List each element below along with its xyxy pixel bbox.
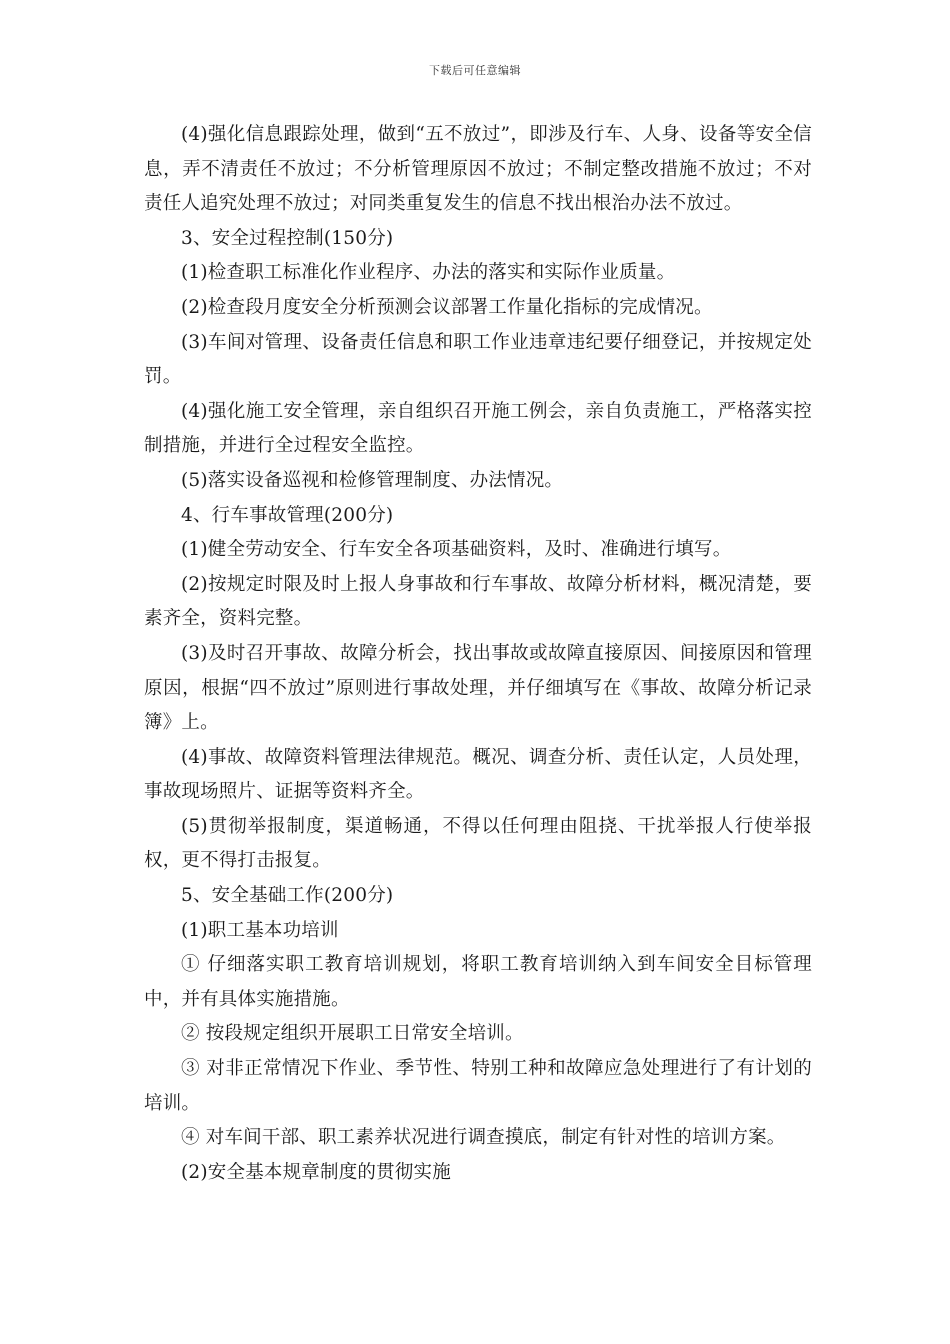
subsection-heading: (2)安全基本规章制度的贯彻实施 [181, 1161, 451, 1183]
list-item: ② 按段规定组织开展职工日常安全培训。 [181, 1023, 524, 1045]
paragraph: (5)贯彻举报制度，渠道畅通，不得以任何理由阻挠、干扰举报人行使举报权，更不得打击报复。 [144, 815, 812, 872]
list-item: ④ 对车间干部、职工素养状况进行调查摸底，制定有针对性的培训方案。 [181, 1127, 786, 1149]
paragraph: (3)及时召开事故、故障分析会，找出事故或故障直接原因、间接原因和管理原因，根据“四不放过”原则进行事故处理，并仔细填写在《事故、故障分析记录簿》上。 [144, 642, 812, 734]
paragraph: (1)健全劳动安全、行车安全各项基础资料，及时、准确进行填写。 [181, 539, 732, 561]
paragraph: (2)按规定时限及时上报人身事故和行车事故、故障分析材料，概况清楚，要素齐全，资料完整。 [144, 573, 812, 630]
document-body [144, 118, 812, 1190]
paragraph: (3)车间对管理、设备责任信息和职工作业违章违纪要仔细登记，并按规定处罚。 [144, 331, 812, 388]
section-heading: 5、安全基础工作(200分) [181, 885, 394, 907]
subsection-heading: (1)职工基本功培训 [181, 919, 339, 941]
paragraph: (4)强化施工安全管理，亲自组织召开施工例会，亲自负责施工，严格落实控制措施，并进行全过程安全监控。 [144, 400, 812, 457]
paragraph: (4)事故、故障资料管理法律规范。概况、调查分析、责任认定，人员处理，事故现场照片、证据等资料齐全。 [144, 746, 812, 803]
list-item: ③ 对非正常情况下作业、季节性、特别工种和故障应急处理进行了有计划的培训。 [144, 1058, 812, 1114]
paragraph: (2)检查段月度安全分析预测会议部署工作量化指标的完成情况。 [181, 296, 713, 318]
paragraph: (4)强化信息跟踪处理，做到“五不放过”，即涉及行车、人身、设备等安全信息，弄不清责任不放过；不分析管理原因不放过；不制定整改措施不放过；不对责任人追究处理不放过；对同类重复发生的信息不找出根治办法不放过。 [144, 124, 812, 215]
page-header-note: 下载后可任意编辑 [429, 64, 521, 77]
list-item: ① 仔细落实职工教育培训规划，将职工教育培训纳入到车间安全目标管理中，并有具体实施措施。 [144, 954, 812, 1010]
section-heading: 4、行车事故管理(200分) [181, 504, 394, 526]
paragraph: (1)检查职工标准化作业程序、办法的落实和实际作业质量。 [181, 262, 676, 284]
paragraph: (5)落实设备巡视和检修管理制度、办法情况。 [181, 469, 564, 491]
section-heading: 3、安全过程控制(150分) [181, 227, 394, 249]
